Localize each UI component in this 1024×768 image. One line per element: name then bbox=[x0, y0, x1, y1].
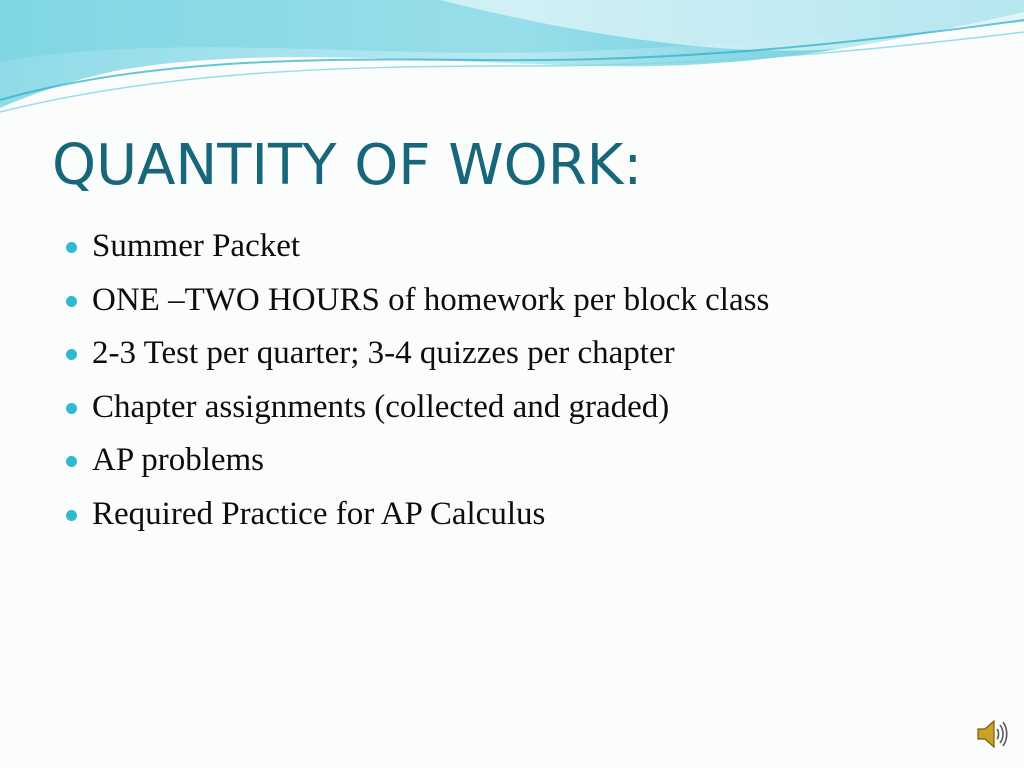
bullet-text: AP problems bbox=[92, 442, 265, 478]
header-wave-decoration bbox=[0, 0, 1024, 130]
speaker-icon[interactable] bbox=[974, 716, 1010, 752]
bullet-dot-icon bbox=[66, 510, 77, 521]
slide-title: QUANTITY OF WORK: bbox=[52, 133, 643, 198]
bullet-item bbox=[64, 488, 769, 542]
bullet-item bbox=[64, 274, 769, 328]
bullet-text: Chapter assignments (collected and graded) bbox=[92, 388, 670, 425]
bullet-text: Required Practice for AP Calculus bbox=[92, 495, 546, 532]
bullet-dot-icon bbox=[66, 242, 77, 253]
bullet-item bbox=[64, 220, 769, 274]
bullet-list bbox=[64, 220, 769, 541]
bullet-item bbox=[64, 327, 769, 381]
bullet-dot-icon bbox=[66, 296, 77, 307]
bullet-item bbox=[64, 434, 769, 488]
bullet-dot-icon bbox=[66, 456, 77, 467]
bullet-text: ONE –TWO HOURS of homework per block class bbox=[92, 281, 770, 318]
bullet-text: 2-3 Test per quarter; 3-4 quizzes per chapter bbox=[92, 335, 675, 371]
bullet-text: Summer Packet bbox=[92, 228, 301, 264]
bullet-item bbox=[64, 381, 769, 435]
bullet-dot-icon bbox=[66, 349, 77, 360]
bullet-dot-icon bbox=[66, 403, 77, 414]
